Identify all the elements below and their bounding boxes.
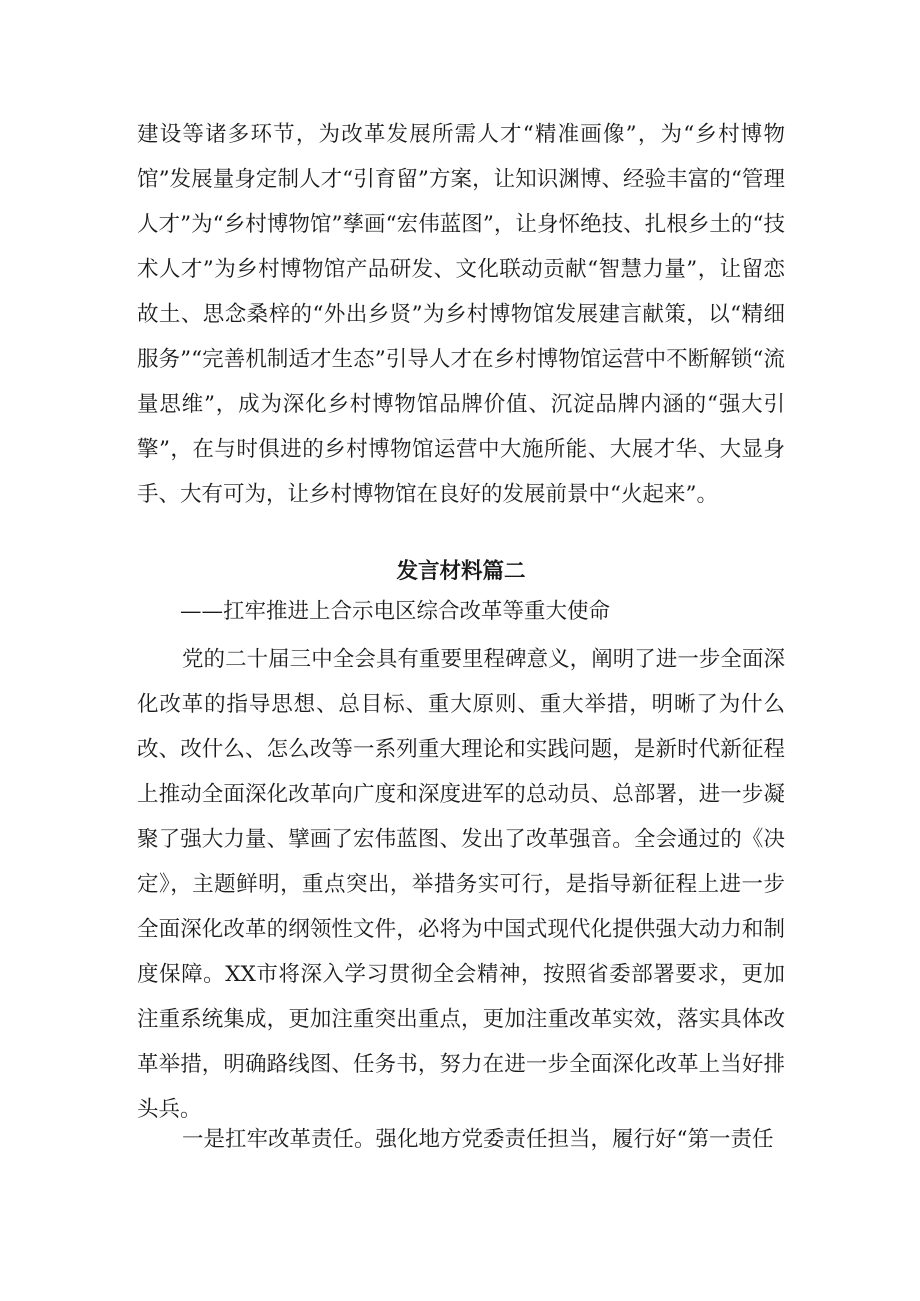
- section-subtitle: ——扛牢推进上合示电区综合改革等重大使命: [180, 599, 611, 624]
- section-heading: 发言材料篇二: [396, 559, 526, 584]
- continued-paragraph: 建设等诸多环节，为改革发展所需人才“精准画像”，为“乡村博物馆”发展量身定制人才“引育留”方案，让知识渊博、经验丰富的“管理人才”为“乡村博物馆”孳画“宏伟蓝图”，让身怀绝技、扎根乡土的“技术人才”为乡村博物馆产品研发、文化联动贡献“智慧力量”，让留恋故土、思念桑梓的“外出乡贤”为乡村博物馆发展建言献策，以“精细服务”“完善机制适才生态”引导人才在乡村博物馆运营中不断解锁“流量思维”，成为深化乡村博物馆品牌价值、沉淀品牌内涵的“强大引擎”，在与时俱进的乡村博物馆运营中大施所能、大展才华、大显身手、大有可为，让乡村博物馆在良好的发展前景中“火起来”。: [137, 122, 785, 507]
- intro-paragraph: 党的二十届三中全会具有重要里程碑意义，阐明了进一步全面深化改革的指导思想、总目标、重大原则、重大举措，明晰了为什么改、改什么、怎么改等一系列重大理论和实践问题，是新时代新征程上推动全面深化改革向广度和深度进军的总动员、总部署，进一步凝聚了强大力量、擘画了宏伟蓝图、发出了改革强音。全会通过的《决定》，主题鲜明，重点突出，举措务实可行，是指导新征程上进一步全面深化改革的纲领性文件，必将为中国式现代化提供强大动力和制度保障。XX市将深入学习贯彻全会精神，按照省委部署要求，更加注重系统集成，更加注重突出重点，更加注重改革实效，落实具体改革举措，明确路线图、任务书，努力在进一步全面深化改革上当好排头兵。: [137, 647, 785, 1122]
- point-one-paragraph: 一是扛牢改革责任。强化地方党委责任担当，履行好“第一责任: [182, 1127, 774, 1152]
